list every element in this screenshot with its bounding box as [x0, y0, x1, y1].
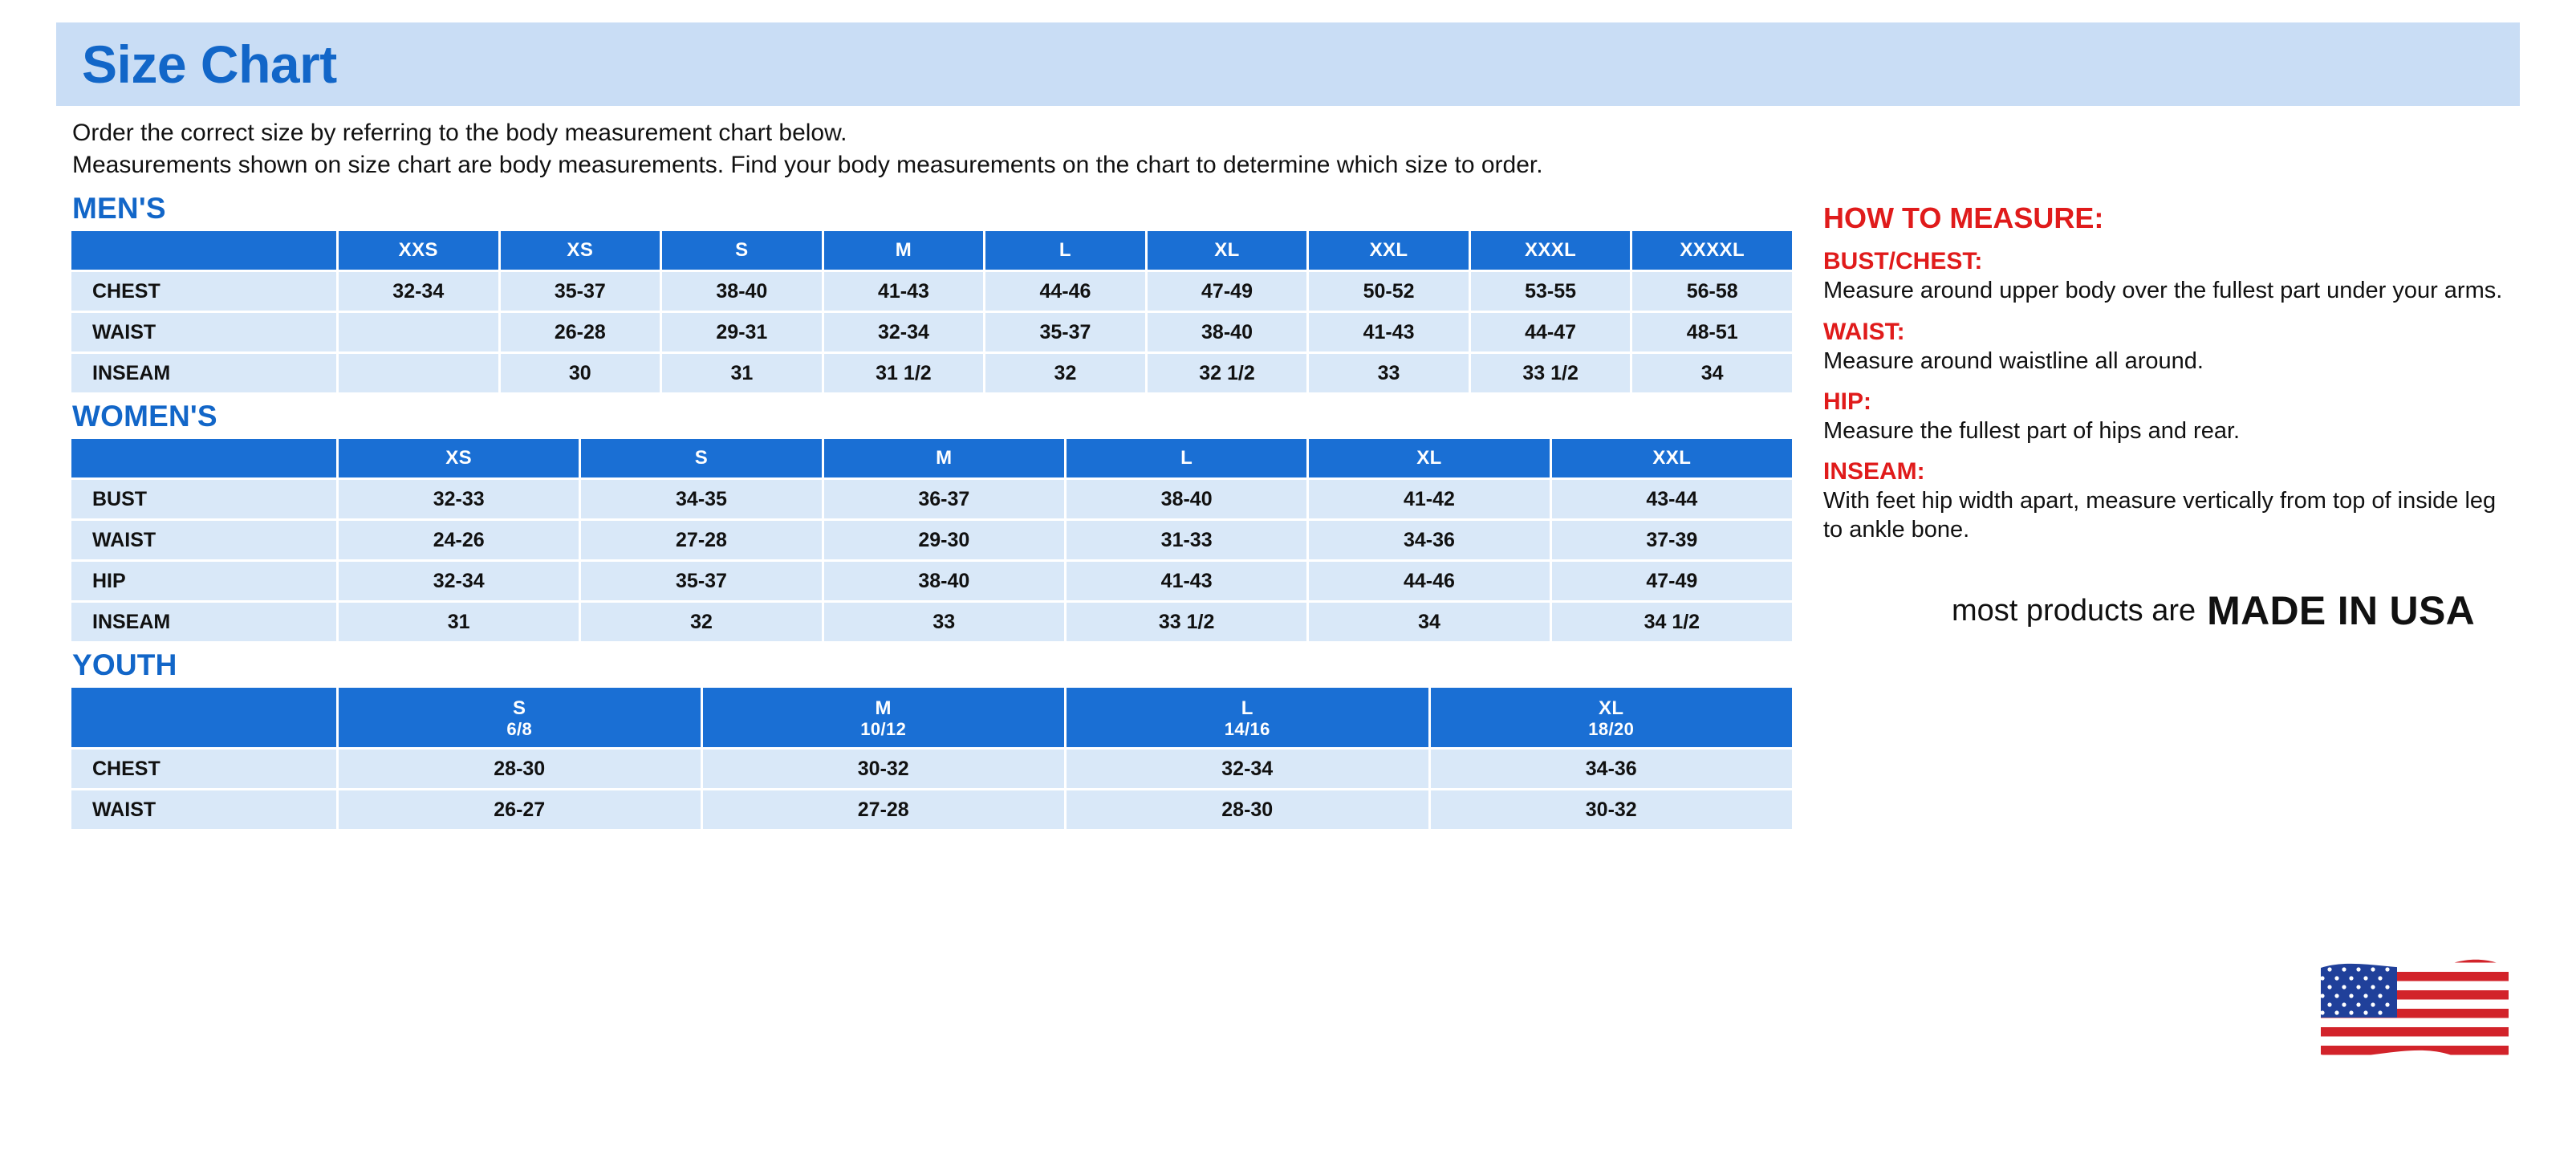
- table-header-row: [71, 231, 1792, 270]
- mens-cell-1-2: 29-31: [662, 313, 822, 351]
- youth-col-4-sub: 18/20: [1588, 718, 1635, 739]
- mens-heading: MEN'S: [72, 192, 166, 226]
- womens-col-5: XL: [1309, 439, 1549, 477]
- mens-cell-2-1: 30: [501, 354, 660, 392]
- youth-cell-1-2: 28-30: [1067, 790, 1428, 829]
- intro-line-1: Order the correct size by referring to the body measurement chart below.: [72, 120, 847, 146]
- youth-cell-1-1: 27-28: [703, 790, 1065, 829]
- how-to-measure-column: [1790, 192, 2520, 634]
- youth-col-3: [1067, 688, 1428, 747]
- measure-desc-bust-chest: Measure around upper body over the fullest part under your arms.: [1823, 278, 2503, 304]
- table-row: [71, 313, 1792, 351]
- mens-cell-0-6: 50-52: [1309, 272, 1469, 311]
- youth-col-2-sub: 10/12: [860, 718, 907, 739]
- usa-flag-icon: [2313, 953, 2513, 1074]
- measure-item-waist: [1823, 319, 2520, 376]
- youth-heading: YOUTH: [72, 648, 177, 682]
- page-title: Size Chart: [82, 35, 337, 94]
- mens-col-4: M: [824, 231, 984, 270]
- youth-cell-1-0: 26-27: [339, 790, 701, 829]
- womens-cell-2-3: 41-43: [1067, 562, 1306, 600]
- mens-cell-1-4: 35-37: [985, 313, 1145, 351]
- measure-item-hip: [1823, 388, 2520, 445]
- mens-cell-2-7: 33 1/2: [1471, 354, 1631, 392]
- mens-col-5: L: [985, 231, 1145, 270]
- youth-col-3-sub: 14/16: [1224, 718, 1270, 739]
- intro-text: [56, 117, 2520, 181]
- mens-col-3: S: [662, 231, 822, 270]
- table-row: [71, 750, 1792, 788]
- youth-col-1-main: S: [513, 697, 526, 719]
- womens-cell-0-5: 43-44: [1552, 480, 1792, 518]
- youth-row-0-label: CHEST: [71, 750, 336, 788]
- womens-heading: WOMEN'S: [72, 400, 217, 433]
- womens-cell-3-0: 31: [339, 603, 579, 641]
- womens-cell-0-4: 41-42: [1309, 480, 1549, 518]
- womens-cell-1-3: 31-33: [1067, 521, 1306, 559]
- womens-cell-2-5: 47-49: [1552, 562, 1792, 600]
- womens-cell-1-4: 34-36: [1309, 521, 1549, 559]
- mens-cell-0-0: 32-34: [339, 272, 498, 311]
- womens-cell-0-1: 34-35: [581, 480, 821, 518]
- womens-cell-1-2: 29-30: [824, 521, 1064, 559]
- womens-col-2: S: [581, 439, 821, 477]
- womens-col-4: L: [1067, 439, 1306, 477]
- womens-cell-3-2: 33: [824, 603, 1064, 641]
- youth-cell-0-2: 32-34: [1067, 750, 1428, 788]
- womens-cell-3-3: 33 1/2: [1067, 603, 1306, 641]
- measure-item-inseam: [1823, 458, 2520, 544]
- mens-col-7: XXL: [1309, 231, 1469, 270]
- mens-row-0-label: CHEST: [71, 272, 336, 311]
- table-header-row: [71, 688, 1792, 747]
- mens-row-1-label: WAIST: [71, 313, 336, 351]
- mens-col-6: XL: [1148, 231, 1307, 270]
- measure-item-bust-chest: [1823, 248, 2520, 305]
- mens-cell-1-7: 44-47: [1471, 313, 1631, 351]
- youth-cell-1-3: 30-32: [1431, 790, 1793, 829]
- table-row: [71, 354, 1792, 392]
- mens-cell-2-8: 34: [1632, 354, 1792, 392]
- youth-col-1-sub: 6/8: [506, 718, 533, 739]
- size-chart-page: [0, 22, 2576, 1154]
- mens-cell-1-6: 41-43: [1309, 313, 1469, 351]
- mens-cell-0-8: 56-58: [1632, 272, 1792, 311]
- table-row: [71, 562, 1792, 600]
- mens-cell-2-0: [339, 354, 498, 392]
- womens-cell-3-4: 34: [1309, 603, 1549, 641]
- measure-term-waist: WAIST:: [1823, 318, 1905, 345]
- mens-col-0: [71, 231, 336, 270]
- womens-size-table: [69, 437, 1794, 644]
- mens-cell-0-7: 53-55: [1471, 272, 1631, 311]
- mens-col-1: XXS: [339, 231, 498, 270]
- tables-column: [56, 192, 1790, 831]
- womens-col-1: XS: [339, 439, 579, 477]
- womens-cell-0-3: 38-40: [1067, 480, 1306, 518]
- table-row: [71, 480, 1792, 518]
- measure-desc-waist: Measure around waistline all around.: [1823, 347, 2204, 374]
- mens-cell-0-3: 41-43: [824, 272, 984, 311]
- womens-cell-3-5: 34 1/2: [1552, 603, 1792, 641]
- youth-col-2-main: M: [875, 697, 892, 719]
- youth-col-4-main: XL: [1599, 697, 1624, 719]
- mens-cell-0-1: 35-37: [501, 272, 660, 311]
- womens-cell-2-2: 38-40: [824, 562, 1064, 600]
- made-in-usa-row: [1823, 587, 2520, 634]
- mens-cell-2-5: 32 1/2: [1148, 354, 1307, 392]
- mens-cell-1-5: 38-40: [1148, 313, 1307, 351]
- womens-cell-1-0: 24-26: [339, 521, 579, 559]
- mens-col-9: XXXXL: [1632, 231, 1792, 270]
- womens-row-3-label: INSEAM: [71, 603, 336, 641]
- mens-cell-2-4: 32: [985, 354, 1145, 392]
- youth-cell-0-1: 30-32: [703, 750, 1065, 788]
- womens-cell-3-1: 32: [581, 603, 821, 641]
- table-row: [71, 790, 1792, 829]
- womens-col-3: M: [824, 439, 1064, 477]
- measure-term-bust-chest: BUST/CHEST:: [1823, 248, 1983, 275]
- content-columns: [56, 192, 2520, 831]
- womens-cell-2-0: 32-34: [339, 562, 579, 600]
- womens-cell-0-2: 36-37: [824, 480, 1064, 518]
- mens-cell-2-3: 31 1/2: [824, 354, 984, 392]
- youth-cell-0-3: 34-36: [1431, 750, 1793, 788]
- youth-size-table: [69, 685, 1794, 831]
- measure-desc-inseam: With feet hip width apart, measure vertically from top of inside leg to ankle bone.: [1823, 488, 2497, 542]
- mens-col-2: XS: [501, 231, 660, 270]
- table-row: [71, 603, 1792, 641]
- intro-line-2: Measurements shown on size chart are body measurements. Find your body measurements on the chart to determine which size to order.: [72, 151, 1543, 178]
- mens-cell-0-4: 44-46: [985, 272, 1145, 311]
- youth-col-4: [1431, 688, 1793, 747]
- youth-row-1-label: WAIST: [71, 790, 336, 829]
- how-to-measure-title: HOW TO MEASURE:: [1823, 201, 2104, 235]
- womens-col-0: [71, 439, 336, 477]
- youth-col-1: [339, 688, 701, 747]
- womens-row-2-label: HIP: [71, 562, 336, 600]
- mens-row-2-label: INSEAM: [71, 354, 336, 392]
- womens-row-1-label: WAIST: [71, 521, 336, 559]
- mens-cell-1-8: 48-51: [1632, 313, 1792, 351]
- measure-term-hip: HIP:: [1823, 388, 1871, 415]
- mens-col-8: XXXL: [1471, 231, 1631, 270]
- mens-cell-1-0: [339, 313, 498, 351]
- mens-cell-1-1: 26-28: [501, 313, 660, 351]
- table-row: [71, 272, 1792, 311]
- usa-flag-wrapper: [2292, 953, 2513, 1078]
- measure-desc-hip: Measure the fullest part of hips and rear.: [1823, 417, 2241, 444]
- mens-cell-2-2: 31: [662, 354, 822, 392]
- made-in-usa-emphasis: MADE IN USA: [2207, 588, 2476, 634]
- youth-cell-0-0: 28-30: [339, 750, 701, 788]
- table-row: [71, 521, 1792, 559]
- womens-cell-0-0: 32-33: [339, 480, 579, 518]
- title-band: [56, 22, 2520, 106]
- womens-row-0-label: BUST: [71, 480, 336, 518]
- womens-col-6: XXL: [1552, 439, 1792, 477]
- mens-cell-2-6: 33: [1309, 354, 1469, 392]
- mens-cell-1-3: 32-34: [824, 313, 984, 351]
- mens-cell-0-2: 38-40: [662, 272, 822, 311]
- youth-col-2: [703, 688, 1065, 747]
- made-in-usa-prefix: most products are: [1952, 593, 2196, 628]
- measure-term-inseam: INSEAM:: [1823, 458, 1925, 486]
- womens-cell-2-4: 44-46: [1309, 562, 1549, 600]
- mens-cell-0-5: 47-49: [1148, 272, 1307, 311]
- youth-col-0: [71, 688, 336, 747]
- mens-size-table: [69, 229, 1794, 395]
- womens-cell-1-5: 37-39: [1552, 521, 1792, 559]
- womens-cell-1-1: 27-28: [581, 521, 821, 559]
- table-header-row: [71, 439, 1792, 477]
- youth-col-3-main: L: [1241, 697, 1253, 719]
- womens-cell-2-1: 35-37: [581, 562, 821, 600]
